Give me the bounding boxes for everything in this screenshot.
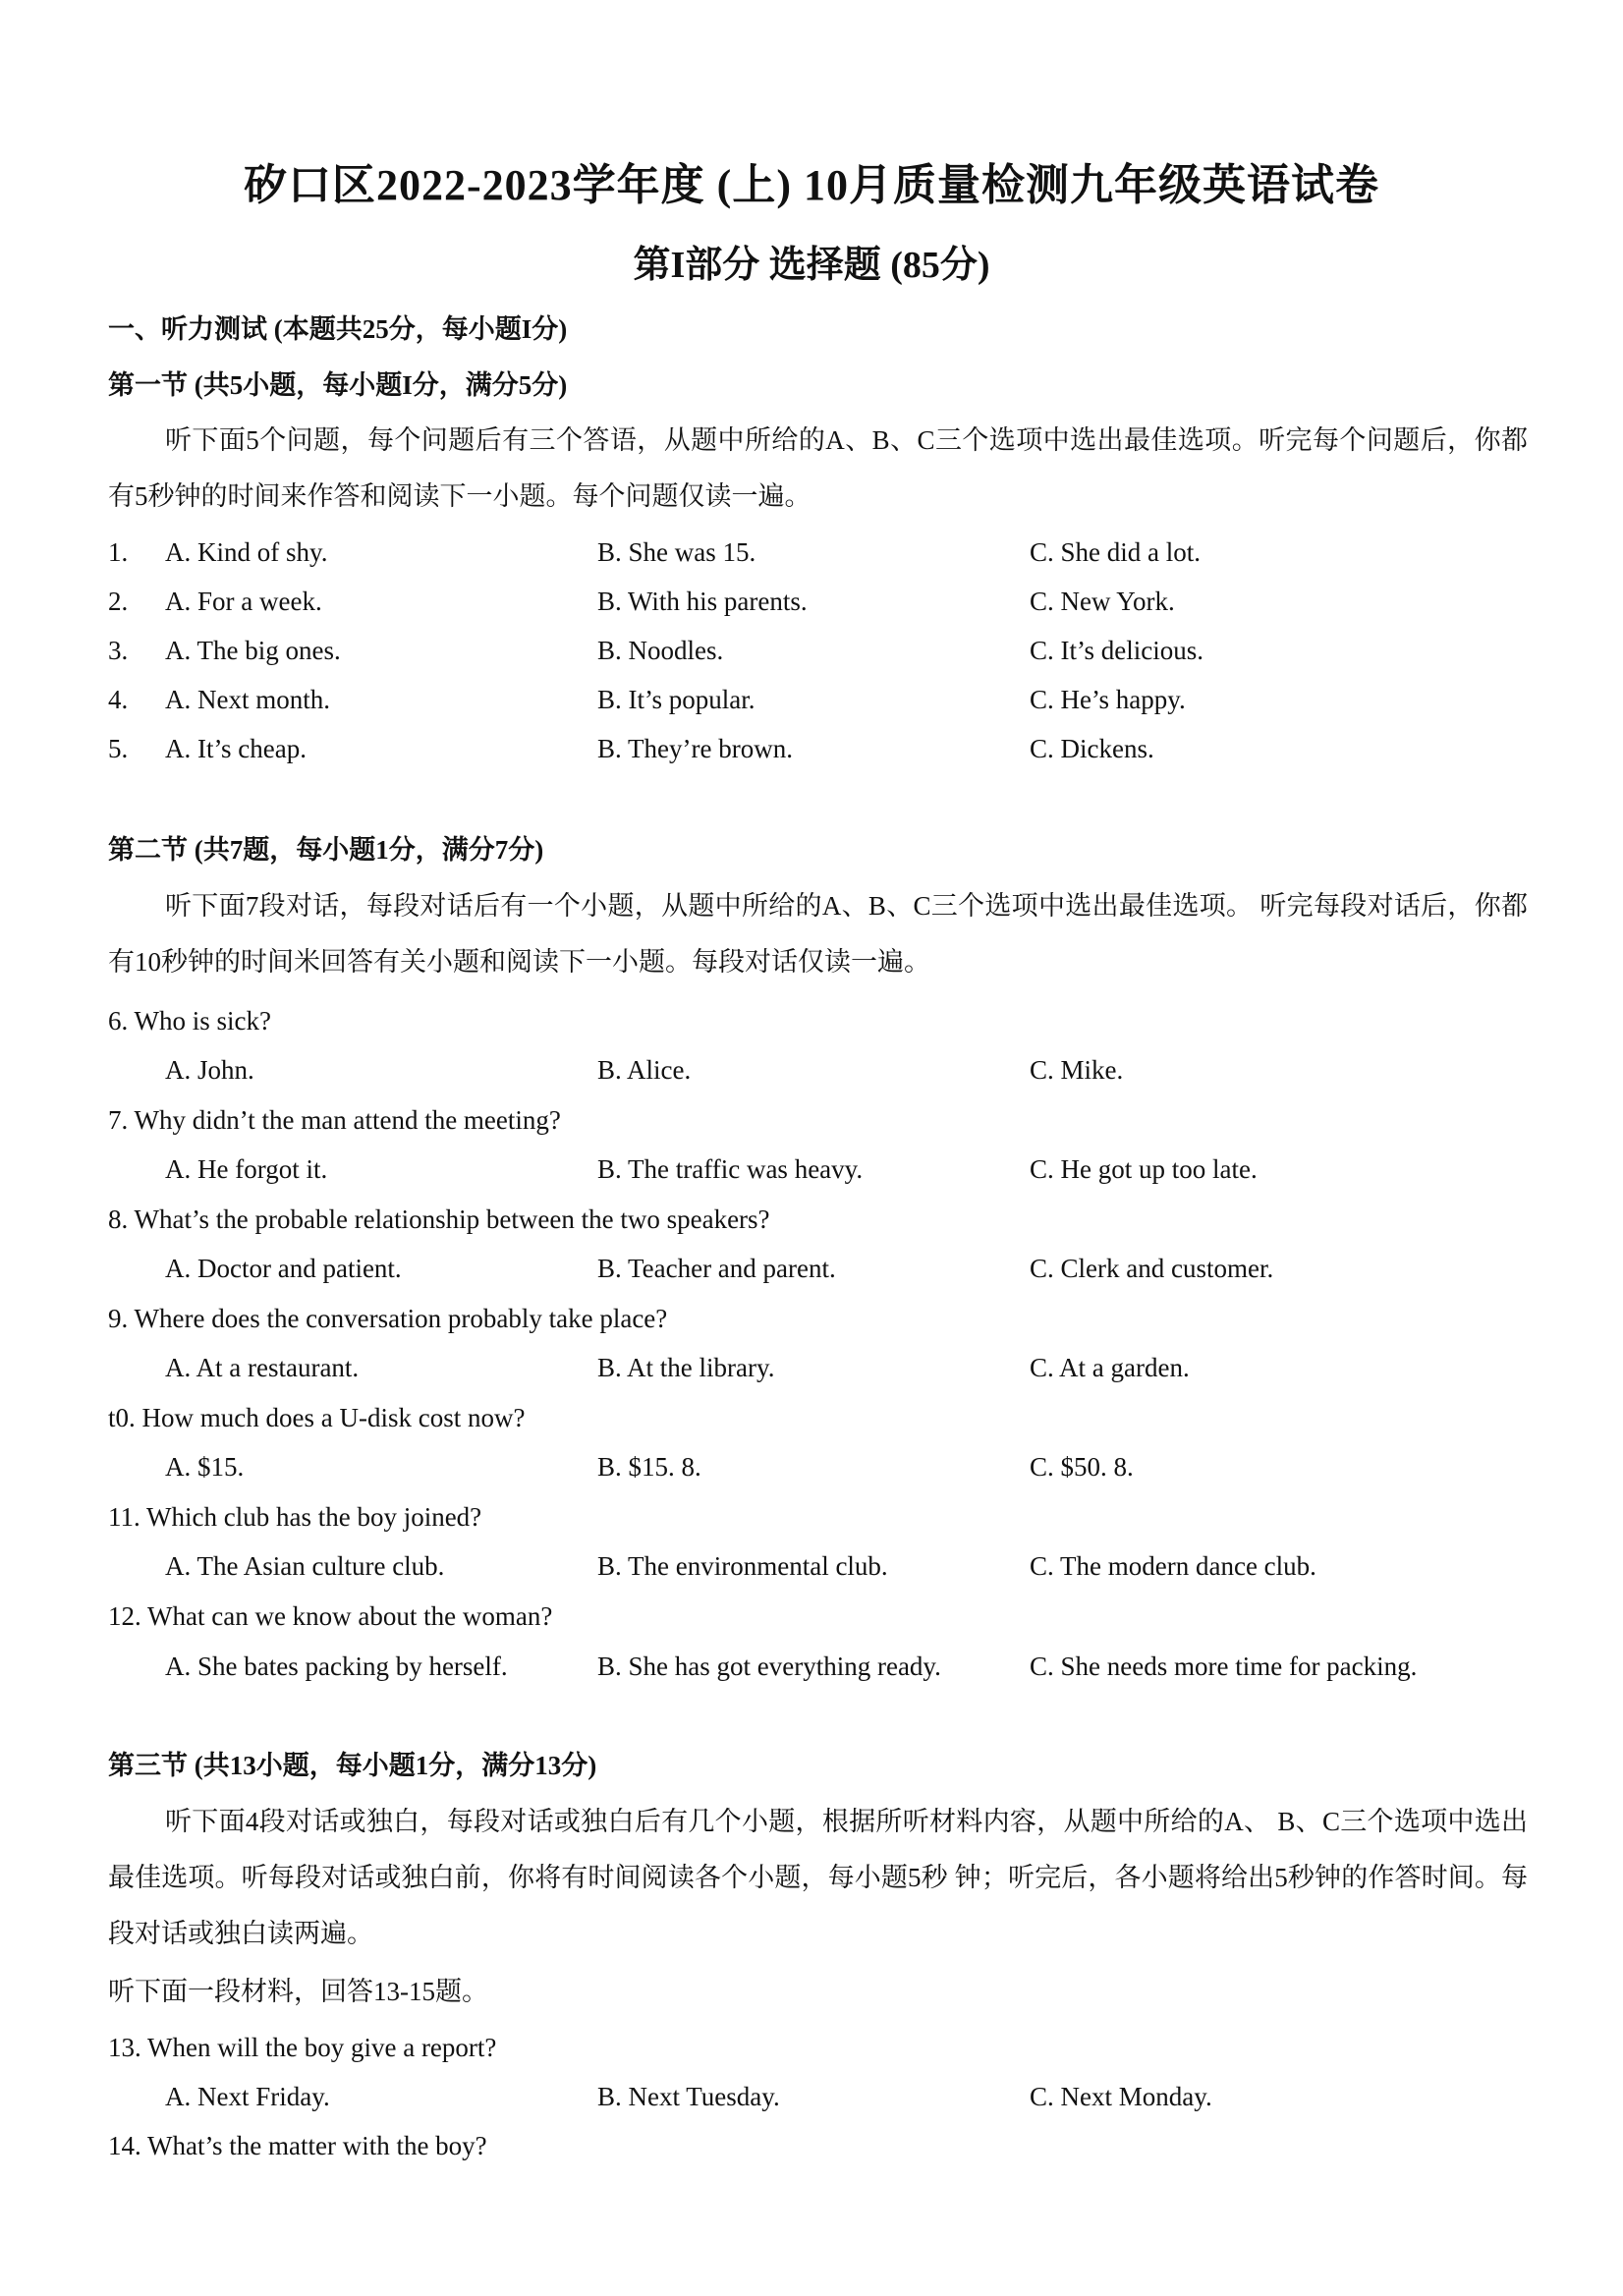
section2-instructions: 听下面7段对话，每段对话后有一个小题，从题中所给的A、B、C三个选项中选出最佳选项。 听完每段对话后，你都有10秒钟的时间米回答有关小题和阅读下一小题。每段对话仅读一遍。 (108, 891, 1528, 977)
list-item (0, 1450, 1623, 1484)
item-number: 5. (108, 734, 129, 763)
material-intro: 听下面一段材料，回答13-15题。 (108, 1977, 488, 2006)
option-b: B. With his parents. (597, 587, 808, 616)
option-c: C. He’s happy. (1030, 685, 1186, 714)
item-number: 3. (108, 636, 129, 665)
option-a: A. Kind of shy. (165, 537, 328, 567)
list-item (0, 585, 1623, 618)
part-subtitle: 第I部分 选择题 (85分) (633, 245, 990, 286)
option-b: B. Noodles. (597, 636, 724, 665)
list-item (0, 2080, 1623, 2113)
option-c: C. Clerk and customer. (1030, 1254, 1274, 1283)
question: 7. Why didn’t the man attend the meeting? (108, 1105, 561, 1135)
option-c: C. At a garden. (1030, 1353, 1190, 1382)
option-c: C. It’s delicious. (1030, 636, 1203, 665)
option-a: A. Next month. (165, 685, 330, 714)
option-c: C. The modern dance club. (1030, 1551, 1316, 1581)
list-item (0, 634, 1623, 667)
option-c: C. Mike. (1030, 1055, 1124, 1085)
list-item (0, 683, 1623, 716)
page-title: 矽口区2022-2023学年度 (上) 10月质量检测九年级英语试卷 (244, 161, 1379, 209)
option-b: B. Next Tuesday. (597, 2082, 780, 2111)
option-c: C. He got up too late. (1030, 1154, 1258, 1184)
question: 12. What can we know about the woman? (108, 1601, 553, 1631)
option-a: A. Doctor and patient. (165, 1254, 402, 1283)
list-item (0, 535, 1623, 569)
list-item (0, 1351, 1623, 1384)
list-item (0, 732, 1623, 765)
option-a: A. The Asian culture club. (165, 1551, 445, 1581)
item-number: 1. (108, 537, 129, 567)
option-b: B. They’re brown. (597, 734, 793, 763)
option-b: B. Alice. (597, 1055, 692, 1085)
option-b: B. The environmental club. (597, 1551, 888, 1581)
list-item (0, 1252, 1623, 1285)
section2-heading: 第二节 (共7题，每小题1分，满分7分) (108, 835, 544, 865)
option-b: B. Teacher and parent. (597, 1254, 836, 1283)
option-c: C. She did a lot. (1030, 537, 1201, 567)
option-b: B. At the library. (597, 1353, 775, 1382)
option-c: C. New York. (1030, 587, 1175, 616)
question: 6. Who is sick? (108, 1006, 271, 1036)
section1-heading: 第一节 (共5小题，每小题I分，满分5分) (108, 370, 568, 400)
option-a: A. She bates packing by herself. (165, 1652, 508, 1681)
option-b: B. It’s popular. (597, 685, 756, 714)
section3-instructions: 听下面4段对话或独白，每段对话或独白后有几个小题，根据所听材料内容，从题中所给的A、 B、C三个选项中选出最佳选项。听每段对话或独白前，你将有时间阅读各个小题，每小题5秒 钟；听完后，各小题将给出5秒钟的作答时间。每段对话或独白读两遍。 (108, 1807, 1528, 1948)
option-a: A. He forgot it. (165, 1154, 328, 1184)
option-c: C. Dickens. (1030, 734, 1154, 763)
question: 9. Where does the conversation probably take place? (108, 1304, 668, 1333)
item-number: 2. (108, 587, 129, 616)
list-item (0, 1549, 1623, 1583)
listening-heading: 一、听力测试 (本题共25分，每小题I分) (108, 314, 568, 344)
section3-heading: 第三节 (共13小题，每小题1分，满分13分) (108, 1751, 597, 1780)
option-a: A. The big ones. (165, 636, 341, 665)
question: 11. Which club has the boy joined? (108, 1502, 482, 1532)
option-a: A. For a week. (165, 587, 322, 616)
list-item (0, 1053, 1623, 1087)
item-number: 4. (108, 685, 129, 714)
option-b: B. $15. 8. (597, 1452, 701, 1482)
section1-instructions: 听下面5个问题，每个问题后有三个答语，从题中所给的A、B、C三个选项中选出最佳选项。听完每个问题后，你都有5秒钟的时间来作答和阅读下一小题。每个问题仅读一遍。 (108, 425, 1528, 511)
list-item (0, 1650, 1623, 1683)
option-c: C. $50. 8. (1030, 1452, 1134, 1482)
option-a: A. John. (165, 1055, 254, 1085)
option-c: C. She needs more time for packing. (1030, 1652, 1418, 1681)
question: 14. What’s the matter with the boy? (108, 2131, 487, 2160)
option-b: B. The traffic was heavy. (597, 1154, 864, 1184)
option-a: A. $15. (165, 1452, 245, 1482)
list-item (0, 1152, 1623, 1186)
option-b: B. She was 15. (597, 537, 756, 567)
option-a: A. Next Friday. (165, 2082, 330, 2111)
option-b: B. She has got everything ready. (597, 1652, 941, 1681)
option-a: A. At a restaurant. (165, 1353, 360, 1382)
question: 8. What’s the probable relationship between the two speakers? (108, 1204, 770, 1234)
option-a: A. It’s cheap. (165, 734, 307, 763)
option-c: C. Next Monday. (1030, 2082, 1212, 2111)
question: 13. When will the boy give a report? (108, 2033, 497, 2062)
question: t0. How much does a U-disk cost now? (108, 1403, 526, 1432)
